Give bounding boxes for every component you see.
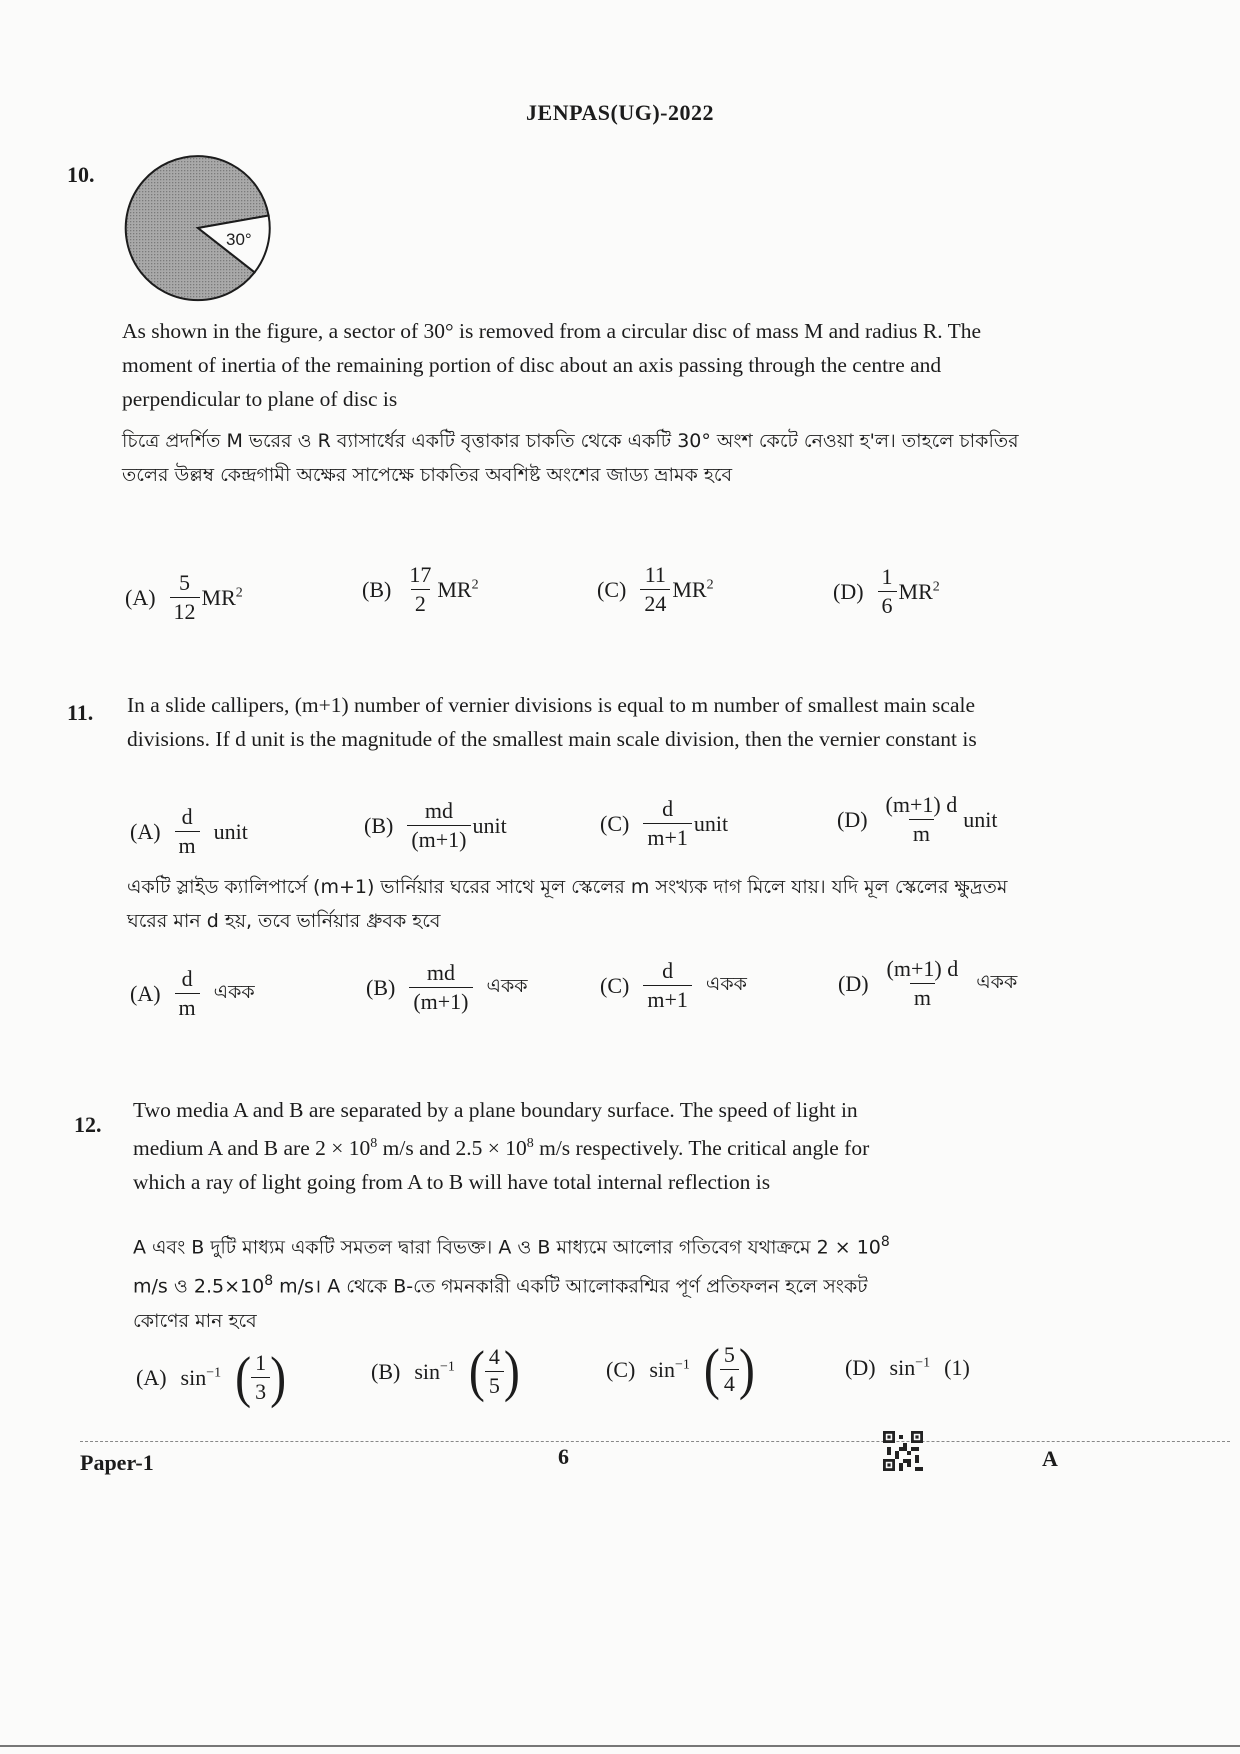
q12-option-c[interactable]: (C) $\sin^{-1}$ ( $\frac{5}{4}$ ) xyxy=(606,1337,755,1401)
q10-option-b[interactable] xyxy=(362,564,479,615)
q12-option-a[interactable]: (A) $\sin^{-1}$ ( $\frac{1}{3}$ ) xyxy=(136,1345,287,1409)
option-label: (D) xyxy=(845,1355,876,1380)
fraction: $\frac{d}{m+1}$ xyxy=(643,798,692,849)
option-label: (C) xyxy=(597,576,627,602)
option-label: (D) xyxy=(837,806,868,832)
option-label: (A) xyxy=(130,818,161,844)
angle-label: 30° xyxy=(226,230,252,249)
fraction: $\frac{(m+1) d}{m}$ xyxy=(885,792,958,846)
option-term: $MR^2$ xyxy=(672,576,714,602)
fraction: $\frac{1}{6}$ xyxy=(878,566,897,617)
fraction: $\frac{d}{m+1}$ xyxy=(643,960,692,1011)
option-label: (B) xyxy=(371,1358,401,1384)
option-label: (B) xyxy=(362,576,392,602)
q12-option-b[interactable]: (B) $\sin^{-1}$ ( $\frac{4}{5}$ ) xyxy=(371,1339,520,1403)
q11-bn-option-c[interactable] xyxy=(600,960,747,1011)
fraction: $\frac{md}{(m+1)}$ xyxy=(407,800,470,851)
fraction: $\frac{d}{m}$ xyxy=(175,968,200,1019)
qr-code-icon xyxy=(883,1431,923,1471)
option-label: (C) xyxy=(600,810,630,836)
unit-label: unit xyxy=(472,812,507,838)
bracketed-fraction: ( $\frac{5}{4}$ ) xyxy=(703,1337,755,1401)
option-label: (D) xyxy=(833,578,864,604)
question-10-text-bn: চিত্রে প্রদর্শিত M ভরের ও R ব্যাসার্ধের একটি বৃত্তাকার চাকতি থেকে একটি 30° অংশ কেটে নেওয়া হ'ল। তাহলে চাকতির তলের উল্লম্ব কেন্দ্রগামী অক্ষের সাপেক্ষে চাকতির অবশিষ্ট অংশের জাড্য ভ্রামক হবে xyxy=(122,430,1019,486)
option-label: (A) xyxy=(136,1364,167,1390)
option-label: (A) xyxy=(130,980,161,1006)
unit-label: unit xyxy=(963,806,998,832)
q11-bn-option-a[interactable] xyxy=(130,968,255,1019)
q12-option-d[interactable]: (D) $\sin^{-1}$ (1) xyxy=(845,1355,970,1380)
paper-label: Paper-1 xyxy=(80,1450,154,1475)
exam-header: JENPAS(UG)-2022 xyxy=(526,100,714,125)
fraction: $\frac{md}{(m+1)}$ xyxy=(409,962,472,1013)
q11-option-c[interactable] xyxy=(600,798,728,849)
booklet-set: A xyxy=(1042,1446,1058,1471)
page-bottom-rule xyxy=(0,1745,1240,1747)
unit-label: একক xyxy=(976,970,1018,993)
fraction: $\frac{5}{12}$ xyxy=(170,572,200,623)
option-label: (A) xyxy=(125,584,156,610)
q11-bn-option-b[interactable] xyxy=(366,962,528,1013)
fraction: $\frac{(m+1) d}{m}$ xyxy=(886,956,959,1010)
unit-label: একক xyxy=(705,972,747,995)
question-10-text-en: As shown in the figure, a sector of 30° is removed from a circular disc of mass M and radius R. The moment of inertia of the remaining portion of disc about an axis passing through the centre and perpendicular to plane of disc is xyxy=(122,319,982,411)
q11-option-b[interactable] xyxy=(364,800,507,851)
fraction: $\frac{11}{24}$ xyxy=(640,564,670,615)
q11-bn-option-d[interactable] xyxy=(838,958,1017,1009)
bracketed-fraction: ( $\frac{1}{3}$ ) xyxy=(235,1345,287,1409)
q10-option-d[interactable] xyxy=(833,566,940,617)
option-term: $MR^2$ xyxy=(898,578,940,604)
unit-label: একক xyxy=(213,980,255,1003)
option-term: $MR^2$ xyxy=(201,584,243,610)
unit-label: একক xyxy=(486,974,528,997)
unit-label: unit xyxy=(693,810,729,836)
unit-label: unit xyxy=(213,818,248,844)
question-11-text-en: In a slide callipers, (m+1) number of vernier divisions is equal to m number of smallest main scale divisions. If d unit is the magnitude of the smallest main scale division, then the vernier constant is xyxy=(127,693,977,751)
option-label: (D) xyxy=(838,970,869,996)
q11-option-a[interactable] xyxy=(130,806,248,857)
option-label: (C) xyxy=(600,972,630,998)
q10-option-a[interactable] xyxy=(125,572,243,623)
bracketed-fraction: ( $\frac{4}{5}$ ) xyxy=(468,1339,520,1403)
footer-divider xyxy=(80,1441,1230,1442)
option-label: (B) xyxy=(366,974,396,1000)
option-label: (B) xyxy=(364,812,394,838)
option-label: (C) xyxy=(606,1356,636,1382)
disc-sector-figure xyxy=(118,152,278,304)
question-10-number: 10. xyxy=(67,162,95,187)
question-12-number: 12. xyxy=(74,1112,102,1137)
page-number: 6 xyxy=(558,1444,569,1469)
option-term: $MR^2$ xyxy=(437,576,479,602)
fraction: $\frac{d}{m}$ xyxy=(175,806,200,857)
question-11-text-bn: একটি স্লাইড ক্যালিপার্সে (m+1) ভার্নিয়ার ঘরের সাথে মূল স্কেলের m সংখ্যক দাগ মিলে যায়। যদি মূল স্কেলের ক্ষুদ্রতম ঘরের মান d হয়, তবে ভার্নিয়ার ধ্রুবক হবে xyxy=(127,876,1008,932)
q10-option-c[interactable] xyxy=(597,564,714,615)
question-12-text-bn: A এবং B দুটি মাধ্যম একটি সমতল দ্বারা বিভক্ত। A ও B মাধ্যমে আলোর গতিবেগ যথাক্রমে $2 \times 10^8$ m/s ও $2.5\times 10^8$ m/s। A থেকে B-তে গমনকারী একটি আলোকরশ্মির পূর্ণ প্রতিফলন হলে সংকট কোণের মান হবে xyxy=(133,1234,890,1332)
fraction: $\frac{17}{2}$ xyxy=(409,562,432,616)
question-11-number: 11. xyxy=(67,700,94,725)
q11-option-d[interactable] xyxy=(837,794,997,845)
question-12-text-en: Two media A and B are separated by a plane boundary surface. The speed of light in medium A and B are $2 \times 10^8$ m/s and $2.5 \times 10^8$ m/s respectively. The critical angle for which a ray of light going from A to B will have total internal reflection is xyxy=(133,1098,870,1195)
